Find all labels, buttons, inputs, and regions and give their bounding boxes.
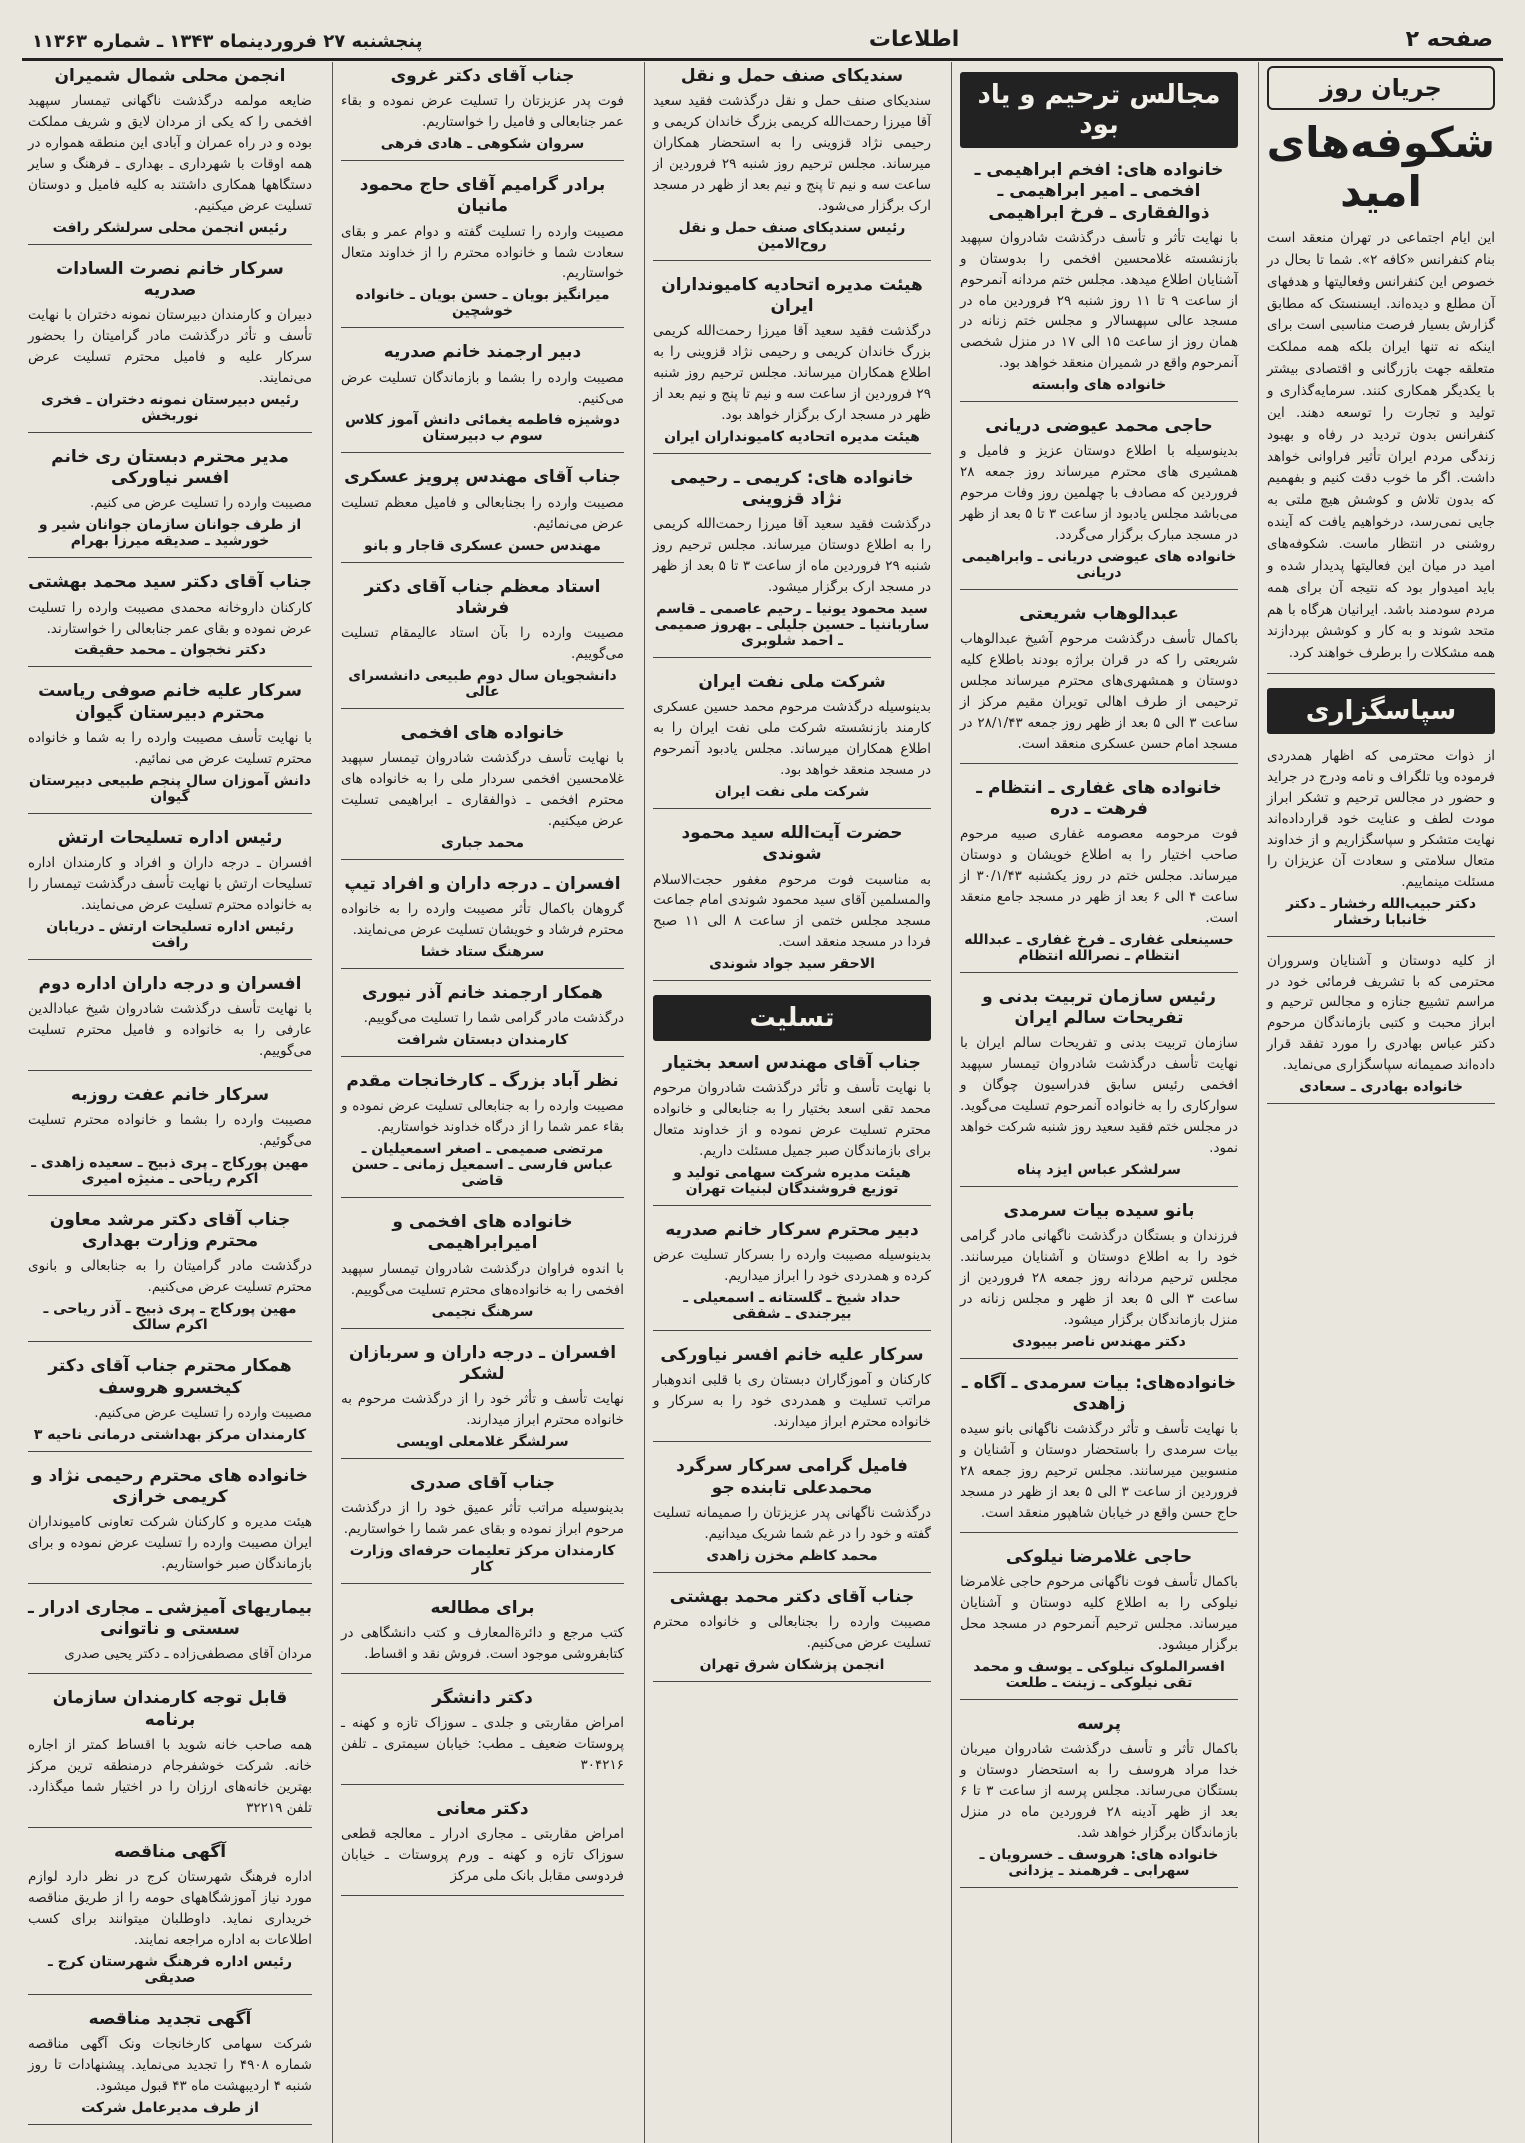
thanks-signature-1: دکتر حبیب‌الله رخشار ـ دکتر خانبابا رخشار xyxy=(1285,895,1477,928)
notice-block xyxy=(653,1053,931,1206)
notice-text: درگذشت مادر گرامیتان را به جنابعالی و بانوی محترم تسلیت عرض می‌کنیم. xyxy=(28,1258,312,1296)
condolences-list-d xyxy=(28,66,312,2125)
notice-title: همکار ارجمند خانم آذر نیوری xyxy=(362,982,603,1003)
notice-block xyxy=(28,974,312,1071)
notice-signature: از طرف جوانان سازمان جوانان شیر و خورشید ـ صدیقه میرزا بهرام xyxy=(38,517,302,550)
notice-text: فرزندان و بستگان درگذشت ناگهانی مادر گرامی خود را به اطلاع دوستان و آشنایان میرسانند. مجلس ترحیم مردانه روز جمعه ۲۸ فروردین از ساعت ۳ الی ۵ بعد از ظهر و مجلس زنانه در منزل بازماندگان برگزار میشود. xyxy=(960,1228,1239,1328)
notice-text: کارکنان داروخانه محمدی مصیبت وارده را تسلیت عرض نموده و بقای عمر جنابعالی را خواستارند. xyxy=(28,599,312,637)
notice-text: امراض مقاربتی و جلدی ـ سوزاک تازه و کهنه ـ پروستات ضعیف ـ مطب: خیابان سیمتری ـ تلفن ۳۰۴۲۱۶ xyxy=(341,1715,624,1774)
notice-block xyxy=(341,983,624,1057)
notice-title: حاجی غلامرضا نیلوکی xyxy=(1005,1546,1193,1567)
notice-text: با اندوه فراوان درگذشت شادروان تیمسار سپهبد افخمی را به خانواده‌های محترم تسلیت می‌گوییم. xyxy=(341,1260,624,1298)
paper-name: اطلاعات xyxy=(868,27,960,52)
thanks-text-1: از ذوات محترمی که اظهار همدردی فرموده ویا تلگراف و نامه ودرج در جراید و حضور در مجالس ترحیم و تشکر ابراز مودت لطف و عنایت خود قرارداده‌اند نهایت متشکر و سپاسگزاریم و از خداوند متعال سلامتی و سعادت آن عزیزان را مسئلت مینماییم. xyxy=(1267,748,1495,890)
notice-block xyxy=(653,1220,931,1331)
notice-title: استاد معظم جناب آقای دکتر فرشاد xyxy=(364,576,601,618)
notice-title: سرکار علیه خانم افسر نیاورکی xyxy=(660,1345,924,1366)
notice-text: مصیبت وارده را به جنابعالی تسلیت عرض نموده و بقاء عمر شما را از درگاه خداوند خواستاریم. xyxy=(341,1098,624,1136)
notice-title: جناب آقای صدری xyxy=(409,1472,556,1493)
memorials-banner: مجالس ترحیم و یاد بود xyxy=(960,72,1238,148)
notice-block xyxy=(28,259,312,433)
notice-text: بدینوسیله مصیبت وارده را بسرکار تسلیت عرض کرده و همدردی خود را ابراز میداریم. xyxy=(653,1247,931,1285)
notice-block xyxy=(341,175,624,328)
notice-signature: هیئت مدیره شرکت سهامی تولید و توزیع فروشندگان لبنیات تهران xyxy=(673,1165,911,1198)
notice-signature: خانواده های عیوضی دریانی ـ وابراهیمی دریانی xyxy=(961,549,1237,582)
notice-block xyxy=(28,572,312,667)
notice-title: بیماریهای آمیزشی ـ مجاری ادرار ـ سستی و ناتوانی xyxy=(28,1597,312,1640)
notice-block xyxy=(28,1085,312,1196)
notice-title: هیئت مدیره اتحادیه کامیونداران ایران xyxy=(661,274,923,317)
ads-list xyxy=(341,1598,624,1896)
column-condolences-d xyxy=(20,62,320,2143)
notice-text: فوت پدر عزیزتان را تسلیت عرض نموده و بقاء عمر جنابعالی و فامیل را خواستاریم. xyxy=(341,93,624,131)
notice-signature: دکتر نخجوان ـ محمد حقیقت xyxy=(73,642,266,659)
notice-text: مصیبت وارده را تسلیت گفته و دوام عمر و بقای سعادت شما و خانواده محترم را از خداوند متعال خواستاریم. xyxy=(341,223,624,282)
notice-text: مصیبت وارده را بجنابعالی و خانواده محترم تسلیت عرض می‌کنیم. xyxy=(653,1613,931,1651)
thanks-banner: سپاسگزاری xyxy=(1267,688,1495,734)
issue-date: پنجشنبه ۲۷ فروردینماه ۱۳۴۳ ـ شماره ۱۱۳۶۳ xyxy=(32,31,423,52)
notice-signature: سرلشکر عباس ایزد پناه xyxy=(1017,1161,1181,1178)
notice-title: جناب آقای دکتر محمد بهشتی xyxy=(669,1586,915,1607)
notice-title: خانواده های افخمی و امیرابراهیمی xyxy=(392,1212,573,1254)
notice-block xyxy=(341,66,624,161)
notice-text: مصیبت وارده را تسلیت عرض می‌کنیم. xyxy=(94,1404,312,1421)
notice-signature: میرانگیز بویان ـ حسن بویان ـ خانواده خوشچین xyxy=(355,287,610,320)
notice-block xyxy=(960,1373,1238,1533)
article-body xyxy=(1267,228,1495,674)
notice-signature: مهندس حسن عسکری قاجار و بانو xyxy=(364,537,601,554)
notice-text: با نهایت تأسف مصیبت وارده را به شما و خانواده محترم تسلیت عرض می نمائیم. xyxy=(28,729,312,767)
notice-text: درگذشت فقید سعید آقا میرزا رحمت‌الله کریمی را به اطلاع دوستان میرساند. مجلس ترحیم روز شنبه ۲۹ فروردین ماه از ساعت ۳ تا ۵ بعد از ظهر در مسجد ارک برگزار میشود. xyxy=(653,516,931,596)
notice-text: با نهایت تأسف و تأثر درگذشت شادروان مرحوم محمد تقی اسعد بختیار را به جنابعالی و خانواده محترم تسلیت عرض نموده و از خداوند متعال برای بازماندگان صبر جمیل مسئلت داریم. xyxy=(653,1080,931,1160)
memorials-list xyxy=(960,160,1238,1888)
notice-block xyxy=(960,416,1238,590)
notice-text: ضایعه مولمه درگذشت ناگهانی تیمسار سپهبد افخمی را که یکی از مردان لایق و شریف مملکت بوده و در راه عمران و آبادی این منطقه همواره در همه اوقات با شهرداری ـ بهداری ـ فرهنگ و سایر دستگاهها همکاری داشتند به کلیه فامیل و دوستان تسلیت عرض میکنیم. xyxy=(28,93,312,214)
notice-block xyxy=(341,467,624,562)
notice-title: شرکت ملی نفت ایران xyxy=(698,672,886,693)
thanks-text-2: از کلیه دوستان و آشنایان وسروران محترمی که با تشریف فرمائی خود در مراسم تشییع جنازه و مجالس ترحیم و ابراز محبت و کتبی بازماندگان مرحوم دکتر عباس بهادری را مورد تفقد قرار داده‌اند صمیمانه سپاسگزاری می‌نماید. xyxy=(1267,952,1495,1074)
notice-text: دبیران و کارمندان دبیرستان نمونه دختران با نهایت تأسف و تأثر درگذشت مادر گرامیتان را بحضور سرکار علیه و فامیل محترم تسلیت عرض می‌نمایند. xyxy=(28,307,312,387)
column-condolences-a xyxy=(644,62,939,2143)
column-jarian-rooz xyxy=(1258,62,1503,2143)
notice-title: افسران ـ درجه داران و افراد تیپ xyxy=(344,873,621,894)
notice-title: افسران و درجه داران اداره دوم xyxy=(38,973,302,994)
notice-text: باکمال تأسف درگذشت مرحوم آشیخ عبدالوهاب شریعتی را که در قران براژه بودند باطلاع کلیه دوستان و همشهری‌های محترم میرساند مجلس ترحیمی از طرف اهالی تویران مقیم مرکز از ساعت ۳ الی ۵ بعد از ظهر روز جمعه ۲۸/۱/۴۳ در مسجد امام حسن عسکری منعقد است. xyxy=(960,631,1239,752)
notice-signature: محمد جباری xyxy=(440,834,525,851)
notice-signature: رئیس اداره تسلیحات ارتش ـ دریابان رافت xyxy=(46,918,294,951)
notice-signature: افسرالملوک نیلوکی ـ یوسف و محمد تقی نیلوکی ـ زینت ـ طلعت xyxy=(973,1658,1225,1691)
notice-text: مصیبت وارده را بشما و بازماندگان تسلیت عرض می‌کنیم. xyxy=(341,369,624,407)
notice-signature: انجمن پزشکان شرق تهران xyxy=(699,1656,885,1673)
notice-title: رئیس اداره تسلیحات ارتش xyxy=(57,827,283,848)
notice-signature: رئیس انجمن محلی سرلشکر رافت xyxy=(52,219,288,236)
notice-signature: کارمندان مرکز بهداشتی درمانی ناحیه ۳ xyxy=(33,1426,307,1443)
notice-title: حضرت آیت‌الله سید محمود شوندی xyxy=(681,823,903,865)
notice-block xyxy=(653,1456,931,1572)
notice-block xyxy=(28,1356,312,1451)
notice-title: خانواده های: افخم ابراهیمی ـ افخمی ـ امیر ابراهیمی ـ ذوالفقاری ـ فرخ ابراهیمی xyxy=(974,160,1224,223)
notice-signature: مهین پورکاج ـ پری ذبیح ـ سعیده زاهدی ـ اکرم ریاحی ـ منیژه امیری xyxy=(31,1154,309,1187)
notice-text: کتب مرجع و دائرةالمعارف و کتب دانشگاهی در کتابفروشی موجود است. فروش نقد و اقساط. xyxy=(341,1625,624,1663)
notice-signature: دکتر مهندس ناصر بیبودی xyxy=(1012,1333,1186,1350)
notice-text: مصیبت وارده را بشما و خانواده محترم تسلیت می‌گوئیم. xyxy=(28,1112,312,1150)
notice-text: سندیکای صنف حمل و نقل درگذشت فقید سعید آقا میرزا رحمت‌الله کریمی بزرگ خاندان کریمی و رحیمی نژاد قزوینی را به استحضار همکاران میرساند. مجلس ترحیم روز شنبه ۲۹ فروردین از ساعت سه و نیم تا پنج و نیم بعد از ظهر در مسجد ارک برگزار می‌شود. xyxy=(653,93,931,214)
notice-signature: مهین پورکاج ـ پری ذبیح ـ آذر ریاحی ـ اکرم سالک xyxy=(43,1301,297,1334)
notice-title: سرکار خانم عفت روزبه xyxy=(70,1084,270,1105)
notice-block xyxy=(28,1688,312,1827)
notice-title: جناب آقای دکتر مرشد معاون محترم وزارت بهداری xyxy=(49,1209,291,1252)
notice-text: امراض مقاربتی ـ مجاری ادرار ـ معالجه قطعی سوزاک تازه و کهنه ـ ورم پروستات ـ خیابان فردوسی مقابل بانک ملی مرکز xyxy=(341,1826,624,1885)
notice-signature: رئیس سندیکای صنف حمل و نقل روح‌الامین xyxy=(678,219,906,252)
notice-block xyxy=(341,1212,624,1328)
notice-title: خانواده‌های: بیات سرمدی ـ آگاه ـ زاهدی xyxy=(961,1372,1237,1415)
condolences-list-b xyxy=(653,1053,931,1681)
notice-title: بانو سیده بیات سرمدی xyxy=(1003,1200,1195,1221)
section-box-title: جریان روز xyxy=(1267,66,1495,110)
notice-title: خانواده های افخمی xyxy=(400,722,565,743)
notice-block xyxy=(653,1587,931,1682)
notice-signature: خانواده های: هروسف ـ خسرویان ـ سهرابی ـ فرهمند ـ یزدانی xyxy=(979,1846,1219,1879)
notice-block xyxy=(341,577,624,709)
notice-text: با نهایت تأسف درگذشت شادروان تیمسار سپهبد غلامحسین افخمی سردار ملی را به خانواده های محترم افخمی ـ ذوالفقاری ـ ابراهیمی تسلیت عرض میکنیم. xyxy=(341,750,624,829)
notice-signature: هیئت مدیره اتحادیه کامیونداران ایران xyxy=(664,428,920,445)
notice-text: باکمال تأثر و تأسف درگذشت شادروان میربان خدا مراد هروسف را به استحضار دوستان و بستگان می‌رساند. مجلس پرسه از ساعت ۳ تا ۶ بعد از ظهر آدینه ۲۸ فروردین ماه در منزل بازماندگان برگزار خواهد شد. xyxy=(960,1741,1239,1841)
notice-signature: سروان شکوهی ـ هادی فرهی xyxy=(380,136,585,153)
notice-text: درگذشت ناگهانی پدر عزیزتان را صمیمانه تسلیت گفته و خود را در غم شما شریک میدانیم. xyxy=(653,1504,931,1542)
notice-signature: کارمندان مرکز تعلیمات حرفه‌ای وزارت کار xyxy=(349,1542,616,1575)
notice-signature: دانشجویان سال دوم طبیعی دانشسرای عالی xyxy=(348,667,617,700)
notice-block xyxy=(341,874,624,969)
notice-signature: از طرف مدیرعامل شرکت xyxy=(81,2099,259,2116)
notice-block xyxy=(28,1466,312,1584)
notice-block xyxy=(341,1688,624,1785)
page-number: صفحه ۲ xyxy=(1405,27,1493,52)
notice-title: عبدالوهاب شریعتی xyxy=(1019,604,1179,625)
condolences-list-a xyxy=(653,66,931,981)
condolences-list-c xyxy=(341,66,624,1584)
notice-text: به مناسبت فوت مرحوم مغفور حجت‌الاسلام والمسلمین آقای سید محمود شوندی امام جماعت مسجد مجلس ختمی از ساعت ۸ الی ۱۱ صبح فردا در مسجد منعقد است. xyxy=(653,871,932,951)
notice-text: بدینوسیله مراتب تأثر عمیق خود را از درگذشت مرحوم ابراز نموده و بقای عمر شما را خواستاریم. xyxy=(341,1500,624,1538)
notice-signature: الاحقر سید جواد شوندی xyxy=(709,956,875,973)
notice-text: کارکنان و آموزگاران دبستان ری با قلبی اندوهبار مراتب تسلیت و همدردی خود را به سرکار و خانواده محترم ابراز میدارند. xyxy=(653,1372,931,1431)
notice-block xyxy=(653,468,931,658)
notice-signature: دانش آموزان سال پنجم طبیعی دبیرستان گیوان xyxy=(29,772,311,805)
notice-title: خانواده های غفاری ـ انتظام ـ فرهت ـ دره xyxy=(976,777,1222,820)
notice-block xyxy=(28,66,312,245)
notice-text: فوت مرحومه معصومه غفاری صبیه مرحوم صاحب اختیار را به اطلاع خویشان و دوستان میرساند. مجلس ختم در روز یکشنبه ۳۰/۱/۴۳ از ساعت ۴ الی ۶ بعد از ظهر در مسجد جامع منعقد است. xyxy=(960,826,1239,927)
notice-title: آگهی تجدید مناقصه xyxy=(88,2008,252,2029)
notice-title: فامیل گرامی سرکار سرگرد محمدعلی تابنده جو xyxy=(676,1456,908,1498)
notice-text: با نهایت تأسف درگذشت شادروان شیخ عبادالدین عارفی را به خانواده و فامیل محترم تسلیت می‌گوییم. xyxy=(28,1001,312,1059)
notice-text: گروهان باکمال تأثر مصیبت وارده را به خانواده محترم فرشاد و خویشان تسلیت عرض می‌نمایند. xyxy=(341,901,624,938)
notice-title: انجمن محلی شمال شمیران xyxy=(54,66,286,86)
notice-block xyxy=(653,672,931,809)
notice-title: مدیر محترم دبستان ری خانم افسر نیاورکی xyxy=(51,446,289,489)
article-text: این ایام اجتماعی در تهران منعقد است بنام کنفرانس «کافه ۲». شما تا بحال در خصوص این کنفرانس وفعالیتها و هدفهای آن مطلع و دیده‌اند. ایسنستک که مطابق گزارش بسیار فرصت مناسبی است برای اینکه نه تنها ایران بلکه همه مملکت متعلقه جهت بازرگانی و اقتصادی بیشتر با یکدیگر همکاری کنند. سرمایه‌گذاری و تولید و تجارت را توسعه دهند. این کنفرانس بدون تردید در رفاه و بهبود زندگی مردم ایران تأثیر فراوانی خواهد داشت. اگر ما خوب دقت کنیم و بفهمیم که بدون تلاش و کوشش هیچ ملتی به جایی نمی‌رسد، درخواهیم یافت که آینده روشنی در انتظار ماست. شکوفه‌های امید در میان این فعالیتها پدیدار شده و باید امیدوار بود که نتیجه آن برای همه مردم سودمند باشد. ایرانیان هرگاه با هم متحد شوند و به کار و کوشش بپردازند همه مشکلات را برطرف خواهند کرد. xyxy=(1267,230,1495,662)
notice-title: سندیکای صنف حمل و نقل xyxy=(680,66,904,86)
notice-block xyxy=(28,828,312,960)
notice-title: دکتر دانشگر xyxy=(432,1688,533,1709)
notice-title: رئیس سازمان تربیت بدنی و تفریحات سالم ایران xyxy=(982,986,1216,1029)
notice-block xyxy=(653,1345,931,1442)
notice-title: نظر آباد بزرگ ـ کارخانجات مقدم xyxy=(346,1071,619,1092)
notice-text: مصیبت وارده را تسلیت عرض می کنیم. xyxy=(90,495,312,512)
notice-signature: سرهنگ نجیمی xyxy=(431,1303,534,1320)
notice-block xyxy=(960,1547,1238,1700)
notice-title: جناب آقای مهندس پرویز عسکری xyxy=(344,467,621,488)
notice-text: درگذشت فقید سعید آقا میرزا رحمت‌الله کریمی بزرگ خاندان کریمی و رحیمی نژاد قزوینی را به اطلاع همکاران میرساند. مجلس ترحیم روز شنبه ۲۹ فروردین از ساعت سه و نیم تا پنج و نیم بعد از ظهر در مسجد ارک برگزار خواهد بود. xyxy=(653,323,931,423)
notice-block xyxy=(653,275,931,454)
notice-title: پرسه xyxy=(1077,1713,1121,1734)
column-memorials xyxy=(951,62,1246,2143)
notice-signature: سرلشگر غلامعلی اویسی xyxy=(396,1433,569,1450)
notice-text: شرکت سهامی کارخانجات ونک آگهی مناقصه شماره ۴۹۰۸ را تجدید می‌نماید. پیشنهادات تا روز شنبه ۴ اردیبهشت ماه ۴۳ قبول میشود. xyxy=(28,2035,312,2094)
notice-signature: حسینعلی غفاری ـ فرخ غفاری ـ عبدالله انتظام ـ نصرالله انتظام xyxy=(964,931,1234,964)
notice-title: خانواده های محترم رحیمی نژاد و کریمی خرازی xyxy=(31,1465,308,1507)
notice-title: برادر گرامیم آقای حاج محمود مانیان xyxy=(359,175,606,217)
notice-text: مردان آقای مصطفی‌زاده ـ دکتر یحیی صدری xyxy=(64,1646,312,1663)
notice-signature: رئیس اداره فرهنگ شهرستان کرج ـ صدیقی xyxy=(47,1953,293,1986)
notice-title: دکتر معانی xyxy=(436,1799,529,1820)
notice-text: بدینوسیله با اطلاع دوستان عزیز و فامیل و همشیری های محترم میرساند روز جمعه ۲۸ فروردین که مصادف با چهلمین روز وفات مرحوم می‌باشد مجلس یادبود از ساعت ۳ تا ۵ بعد از ظهر در مسجد مبارک برگزار می‌گردد. xyxy=(960,443,1238,544)
notice-signature: سید محمود یونیا ـ رحیم عاصمی ـ قاسم سارباننیا ـ حسین جلیلی ـ بهروز صمیمی ـ احمد شلوبری xyxy=(654,601,930,650)
notice-title: سرکار خانم نصرت السادات صدریه xyxy=(56,258,284,301)
notice-title: خانواده های: کریمی ـ رحیمی نژاد قزوینی xyxy=(670,467,914,510)
notice-block xyxy=(341,1473,624,1584)
notice-title: دبیر محترم سرکار خانم صدریه xyxy=(665,1220,919,1241)
thanks-notice-2 xyxy=(1267,951,1495,1105)
notice-signature: دوشیزه فاطمه یغمائی دانش آموز کلاس سوم ب دبیرستان xyxy=(345,412,620,445)
notice-signature: رئیس دبیرستان نمونه دختران ـ فخری نوربخش xyxy=(41,391,299,424)
thanks-notice-1 xyxy=(1267,746,1495,936)
notice-text: هیئت مدیره و کارکنان شرکت تعاونی کامیونداران ایران مصیبت وارده را تسلیت عرض نموده و برای بازماندگان صبر خواستاریم. xyxy=(28,1514,312,1573)
notice-block xyxy=(960,778,1238,973)
article-title: شکوفه‌های امید xyxy=(1266,118,1495,216)
condolence-banner: تسلیت xyxy=(653,995,931,1041)
notice-block xyxy=(341,342,624,453)
notice-signature: خانواده های وابسته xyxy=(1031,377,1167,394)
notice-text: نهایت تأسف و تأثر خود را از درگذشت مرحوم به خانواده محترم ابراز میدارند. xyxy=(341,1391,624,1428)
notice-title: افسران ـ درجه داران و سربازان لشکر xyxy=(348,1342,617,1384)
notice-block xyxy=(653,66,931,261)
notice-block xyxy=(28,681,312,813)
notice-block xyxy=(341,723,624,860)
notice-signature: حداد شیخ ـ گلستانه ـ اسمعیلی ـ بیرجندی ـ شفقی xyxy=(683,1290,901,1323)
column-condolences-b xyxy=(332,62,632,2143)
notice-text: باکمال تأسف فوت ناگهانی مرحوم حاجی غلامرضا نیلوکی را به اطلاع کلیه دوستان و آشنایان میرساند. مجلس ترحیم آنمرحوم در مسجد محل برگزار میشود. xyxy=(960,1574,1238,1653)
notice-block xyxy=(960,1714,1238,1888)
notice-signature: سرهنگ ستاد خشا xyxy=(420,943,545,960)
notice-title: جناب آقای دکتر غروی xyxy=(390,66,575,86)
notice-block xyxy=(341,1343,624,1459)
notice-title: حاجی محمد عیوضی دریانی xyxy=(985,416,1213,437)
notice-title: جناب آقای مهندس اسعد بختیار xyxy=(663,1053,921,1074)
notice-block xyxy=(960,604,1238,764)
notice-block xyxy=(28,447,312,558)
notice-title: دبیر ارجمند خانم صدریه xyxy=(383,342,582,363)
notice-signature: مرتضی صمیمی ـ اصغر اسمعیلیان ـ عباس فارسی ـ اسمعیل زمانی ـ حسن قاضی xyxy=(351,1141,614,1190)
notice-block xyxy=(28,1210,312,1342)
notice-signature: کارمندان دبستان شرافت xyxy=(396,1032,569,1049)
notice-text: اداره فرهنگ شهرستان کرج در نظر دارد لوازم مورد نیاز آموزشگاههای حومه را از طریق مناقصه خریداری نماید. داوطلبان میتوانند برای کسب اطلاعات به اداره مراجعه نمایند. xyxy=(28,1868,312,1948)
notice-block xyxy=(960,987,1238,1187)
masthead xyxy=(22,18,1503,61)
notice-title: همکار محترم جناب آقای دکتر کیخسرو هروسف xyxy=(48,1356,292,1398)
notice-block xyxy=(960,160,1238,402)
notice-title: قابل توجه کارمندان سازمان برنامه xyxy=(52,1688,288,1730)
notice-text: سازمان تربیت بدنی و تفریحات سالم ایران با نهایت تأسف درگذشت شادروان تیمسار سپهبد افخمی رئیس سابق فدراسیون چوگان و سوارکاری را به خانواده آنمرحوم تسلیت می‌گوید. در مجلس ختم فقید سعید روز شنبه شرکت خواهد نمود. xyxy=(960,1035,1238,1157)
notice-block xyxy=(960,1201,1238,1359)
notice-text: با نهایت تأثر و تأسف درگذشت شادروان سپهبد بازنشسته غلامحسین افخمی را بدوستان و آشنایان اطلاع میدهد. مجلس ختم مردانه آنمرحوم از ساعت ۹ تا ۱۱ روز شنبه ۲۹ فروردین ماه در مسجد عالی سپهسالار و مجلس ختم زنانه در همان روز از ساعت ۱۵ الی ۱۷ در منزل شخصی آنمرحوم واقع در شمیران منعقد خواهد بود. xyxy=(960,229,1239,372)
notice-block xyxy=(28,1598,312,1674)
notice-block xyxy=(28,1842,312,1995)
notice-block xyxy=(341,1799,624,1896)
notice-text: بدینوسیله درگذشت مرحوم محمد حسین عسکری کارمند بازنشسته شرکت ملی نفت ایران را به اطلاع همکاران میرساند. مجلس یادبود آنمرحوم در مسجد منعقد خواهد بود. xyxy=(653,699,931,779)
notice-block xyxy=(28,2009,312,2125)
notice-text: همه صاحب خانه شوید با اقساط کمتر از اجاره خانه. شرکت خوشفرجام درمنطقه ترین مرکز بهترین خانه‌های ارزان را در اختیار شما میگذارد. تلفن ۳۲۲۱۹ xyxy=(28,1736,312,1816)
notice-block xyxy=(341,1071,624,1198)
notice-title: جناب آقای دکتر سید محمد بهشتی xyxy=(28,572,312,593)
notice-signature: شرکت ملی نفت ایران xyxy=(714,784,870,801)
thanks-signature-2: خانواده بهادری ـ سعادی xyxy=(1299,1079,1463,1096)
notice-signature: محمد کاظم مخزن زاهدی xyxy=(706,1547,878,1564)
notice-title: آگهی مناقصه xyxy=(113,1841,227,1862)
columns xyxy=(22,62,1503,2116)
notice-block xyxy=(341,1598,624,1674)
notice-text: درگذشت مادر گرامی شما را تسلیت می‌گوییم. xyxy=(363,1010,624,1027)
notice-text: مصیبت وارده را بآن استاد عالیمقام تسلیت می‌گوییم. xyxy=(341,625,624,662)
notice-text: افسران ـ درجه داران و افراد و کارمندان اداره تسلیحات ارتش با نهایت تأسف درگذشت تیمسار را به خانواده محترم تسلیت عرض می‌نمایند. xyxy=(28,855,312,913)
notice-block xyxy=(653,823,931,981)
notice-text: مصیبت وارده را بجنابعالی و فامیل معظم تسلیت عرض می‌نمائیم. xyxy=(341,494,624,532)
notice-title: برای مطالعه xyxy=(430,1597,535,1618)
notice-text: با نهایت تأسف و تأثر درگذشت ناگهانی بانو سیده بیات سرمدی را باستحضار دوستان و آشنایان و منسوبین میرسانند. مجلس ترحیم روز جمعه ۲۸ فروردین از ساعت ۳ الی ۵ بعد از ظهر در مسجد حاج حسن واقع در خیابان شاهپور منعقد است. xyxy=(960,1421,1238,1522)
notice-title: سرکار علیه خانم صوفی ریاست محترم دبیرستان گیوان xyxy=(38,681,302,723)
